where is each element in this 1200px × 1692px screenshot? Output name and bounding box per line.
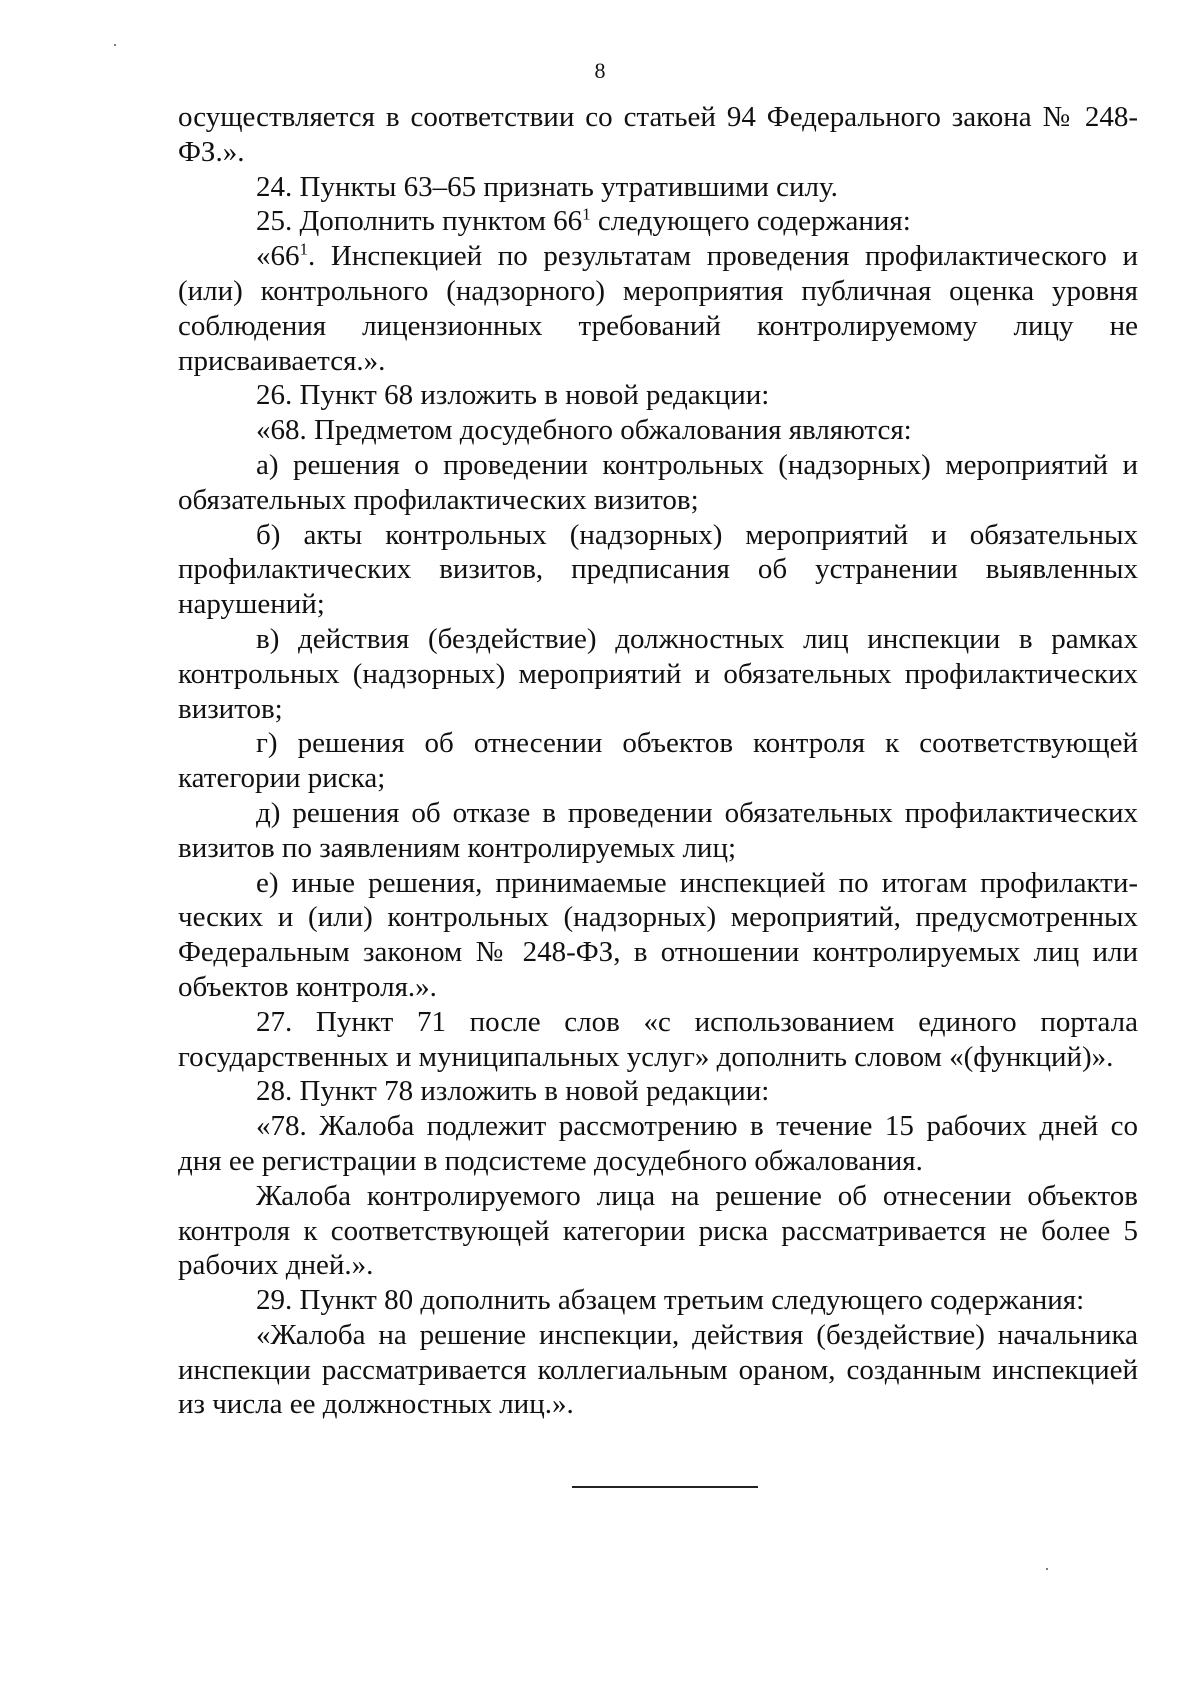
paragraph-item-25-tail: следующего содержания:: [597, 205, 911, 238]
paragraph-item-78-second: Жалоба контролируемого лица на решение об отнесении объектов контроля к соответствующей категории риска рассматривается не более 5 рабочих дней.».: [178, 1179, 1138, 1282]
paragraph-item-66-1-text: . Инспекцией по результатам проведения профилактического и (или) контрольного (надзорного) мероприятия публичная оценка уровня соблюдения лицензионных требований контролируемому лицу не присваивается.».: [178, 240, 1138, 377]
page-number: 8: [594, 58, 606, 83]
scan-speck: [1046, 1568, 1048, 1570]
paragraph-item-24: 24. Пункты 63–65 признать утратившими силу.: [256, 170, 838, 203]
paragraph-subitem-v: в) действия (бездействие) должностных лиц инспекции в рамках контрольных (надзорных) мероприятий и обязательных профилактических визитов;: [178, 622, 1138, 725]
paragraph-subitem-g: г) решения об отнесении объектов контроля к соответствующей категории риска;: [178, 727, 1138, 795]
paragraph-item-29: 29. Пункт 80 дополнить абзацем третьим следующего содержания:: [256, 1284, 1085, 1317]
paragraph-subitem-d: д) решения об отказе в проведении обязательных профилактических визитов по заявлениям контролируемых лиц;: [178, 796, 1138, 864]
paragraph-subitem-e: е) иные решения, принимаемые инспекцией по итогам профилакти-ческих и (или) контрольных (надзорных) мероприятий, предусмотренных Федеральным законом № 248-ФЗ, в отношении контролируемых лиц или объектов контроля.».: [178, 866, 1138, 1003]
paragraph-item-66-1-number: «66: [256, 240, 300, 273]
paragraph-item-66-1: [178, 239, 1138, 378]
paragraph-subitem-b: б) акты контрольных (надзорных) мероприятий и обязательных профилактических визитов, предписания об устранении выявленных нарушений;: [178, 518, 1138, 621]
document-body: [178, 100, 1138, 1422]
paragraph-item-25-text: 25. Дополнить пунктом 66: [256, 205, 583, 238]
paragraph-item-68: «68. Предметом досудебного обжалования являются:: [256, 414, 912, 447]
paragraph-item-27: 27. Пункт 71 после слов «с использованием единого портала государственных и муниципальных услуг» дополнить словом «(функций)».: [178, 1005, 1138, 1073]
scan-speck: [114, 44, 116, 46]
paragraph-item-80-quote: «Жалоба на решение инспекции, действия (бездействие) начальника инспекции рассматривается коллегиальным ораном, созданным инспекцией из числа ее должностных лиц.».: [178, 1318, 1138, 1421]
paragraph-continuation: осуществляется в соответствии со статьей 94 Федерального закона № 248-ФЗ.».: [178, 101, 1138, 168]
paragraph-item-28: 28. Пункт 78 изложить в новой редакции:: [256, 1075, 770, 1108]
superscript: 1: [299, 239, 308, 259]
paragraph-subitem-a: а) решения о проведении контрольных (надзорных) мероприятий и обязательных профилактических визитов;: [178, 448, 1138, 516]
paragraph-item-26: 26. Пункт 68 изложить в новой редакции:: [256, 379, 770, 412]
end-of-text-rule: [572, 1486, 758, 1488]
paragraph-item-78: «78. Жалоба подлежит рассмотрению в течение 15 рабочих дней со дня ее регистрации в подсистеме досудебного обжалования.: [178, 1110, 1138, 1177]
paragraph-item-25: [178, 204, 1138, 239]
superscript: 1: [582, 204, 591, 224]
